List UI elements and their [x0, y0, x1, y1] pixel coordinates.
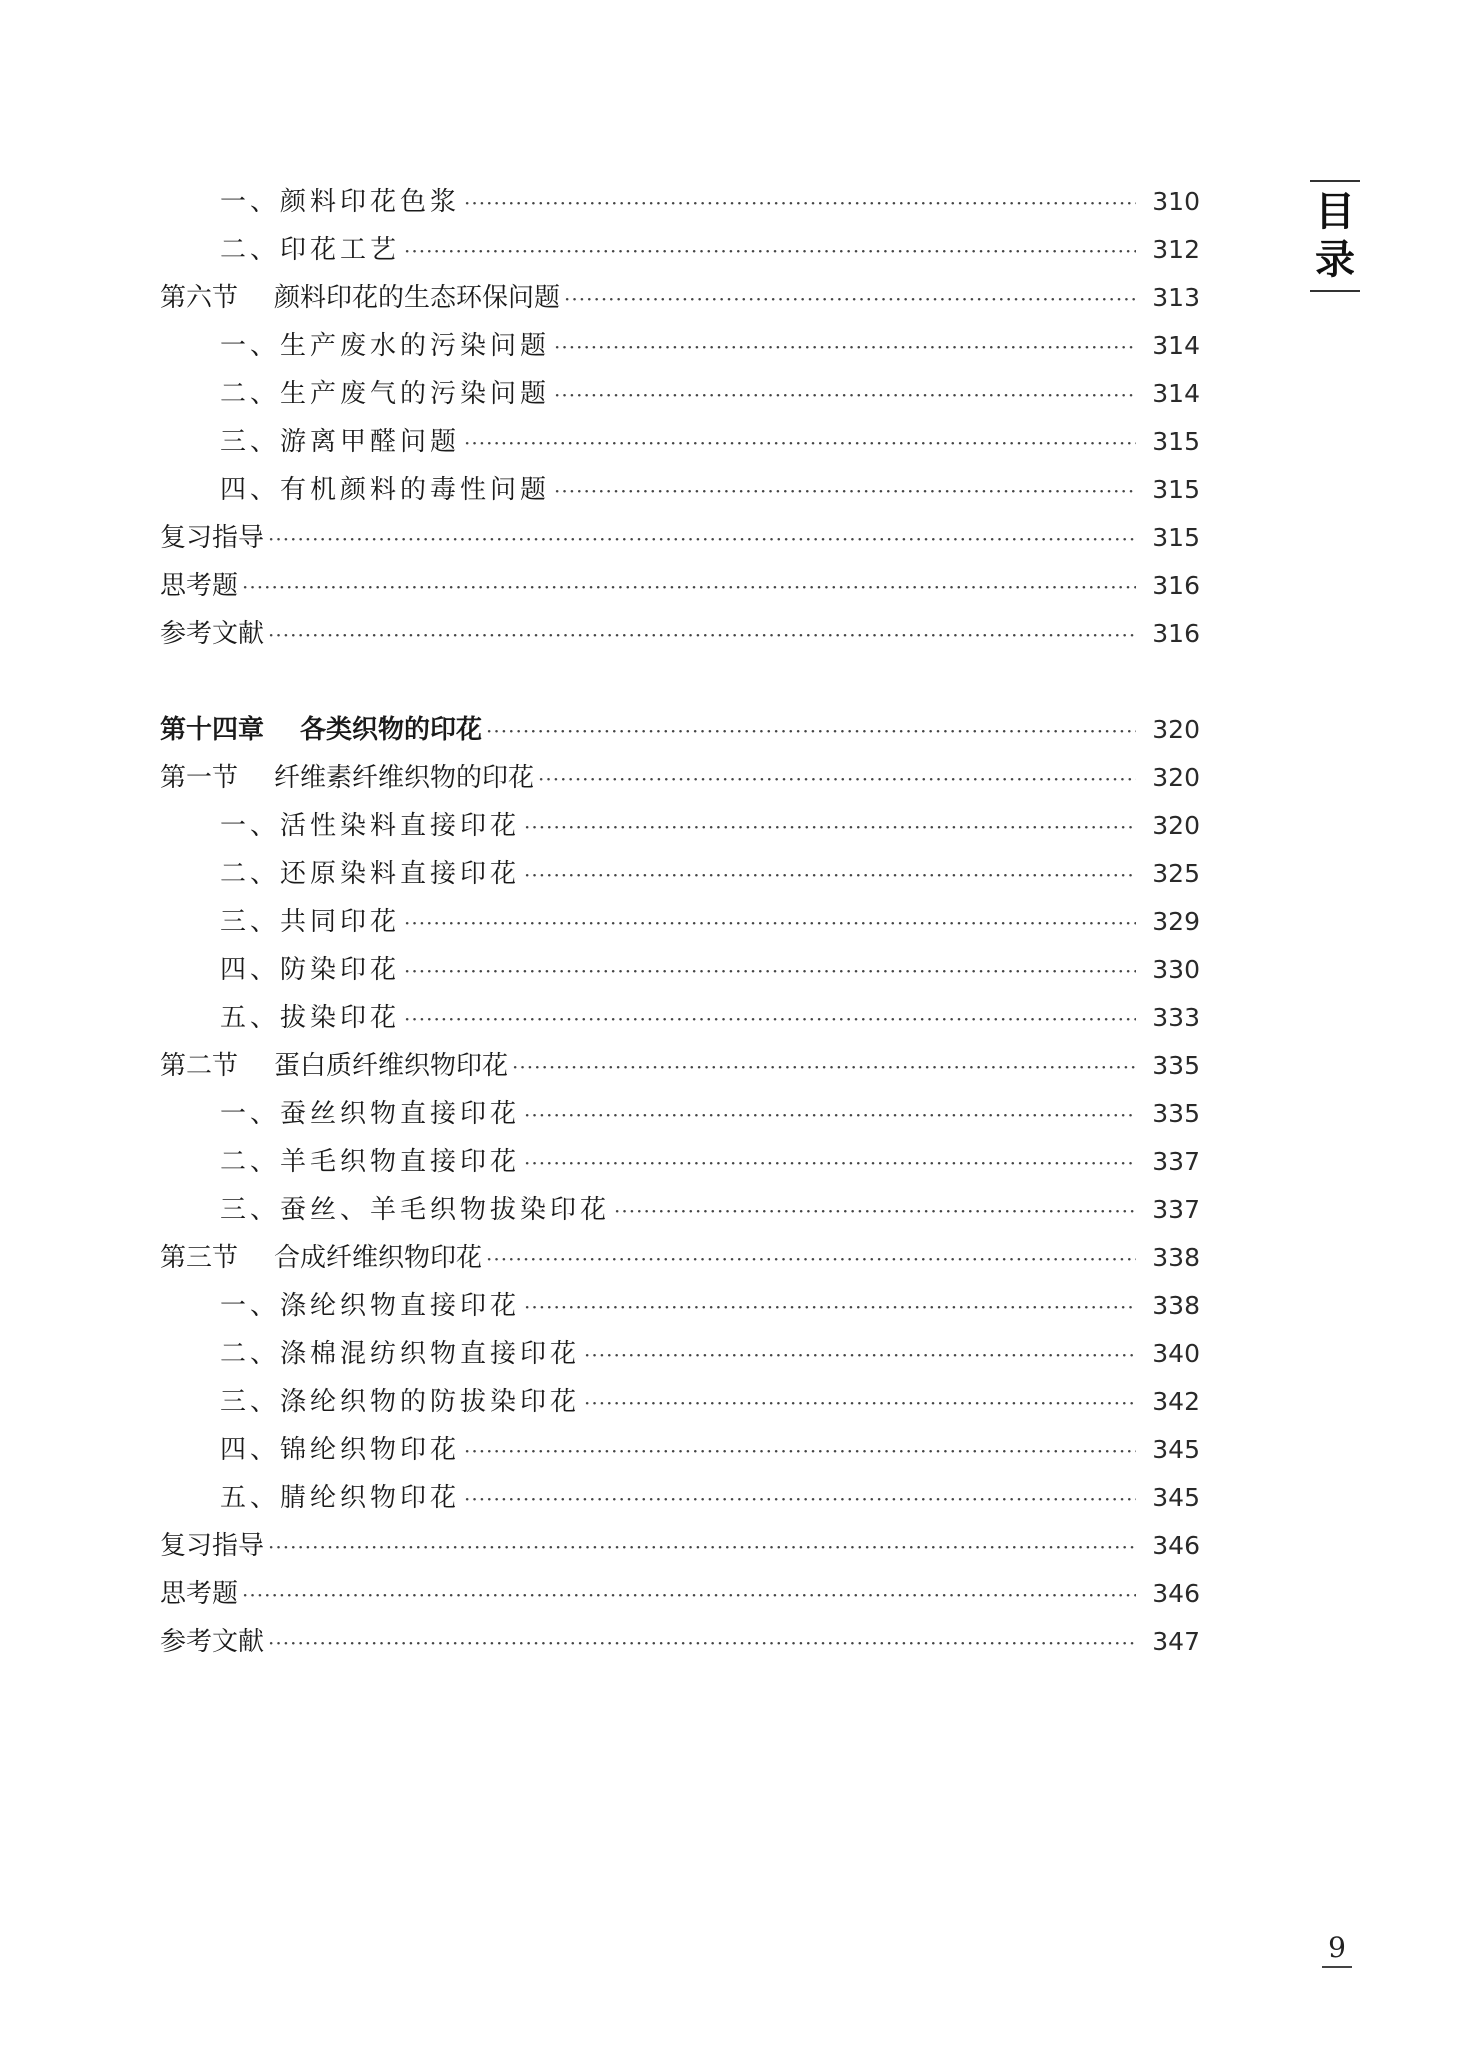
toc-page-number: 347	[1152, 1627, 1200, 1656]
toc-entry[interactable]	[160, 1426, 1200, 1474]
toc-page-number: 320	[1152, 811, 1200, 840]
toc-section[interactable]	[160, 1042, 1200, 1090]
toc-entry-title: 一、蚕丝织物直接印花	[220, 1099, 521, 1129]
toc-page-number: 338	[1152, 1243, 1200, 1272]
toc-section[interactable]	[160, 1570, 1200, 1618]
dot-leader	[554, 323, 1136, 371]
dot-leader	[404, 947, 1136, 995]
toc-page-number: 346	[1152, 1579, 1200, 1608]
toc-entry-title: 一、活性染料直接印花	[220, 811, 521, 841]
toc-entry[interactable]	[160, 946, 1200, 994]
toc-entry[interactable]	[160, 1378, 1200, 1426]
section-name: 纤维素纤维织物的印花	[274, 763, 535, 793]
dot-leader	[464, 1475, 1136, 1523]
toc-page-number: 333	[1152, 1003, 1200, 1032]
dot-leader	[538, 755, 1136, 803]
toc-entry-title: 四、防染印花	[220, 955, 401, 985]
toc-page-number: 346	[1152, 1531, 1200, 1560]
dot-leader	[564, 275, 1136, 323]
toc-chapter-title	[160, 706, 482, 754]
toc-page-number: 340	[1152, 1339, 1200, 1368]
toc-page-number: 310	[1152, 187, 1200, 216]
dot-leader	[512, 1043, 1136, 1091]
toc-section[interactable]	[160, 610, 1200, 658]
toc-entry-title: 三、游离甲醛问题	[220, 427, 461, 457]
toc-page-number: 315	[1152, 427, 1200, 456]
dot-leader	[268, 1523, 1136, 1571]
toc-page-number: 315	[1152, 475, 1200, 504]
toc-entry-title: 四、锦纶织物印花	[220, 1435, 461, 1465]
page-number: 9	[1322, 1930, 1352, 1968]
toc-entry-title: 一、颜料印花色浆	[220, 187, 461, 217]
toc-section-title	[160, 1234, 482, 1282]
toc-section[interactable]	[160, 514, 1200, 562]
toc-section-title	[160, 274, 560, 322]
toc-page-number: 314	[1152, 331, 1200, 360]
section-number: 第一节	[160, 763, 239, 793]
chapter-name: 各类织物的印花	[300, 715, 483, 745]
section-name: 蛋白质纤维织物印花	[274, 1051, 509, 1081]
section-number: 第六节	[160, 283, 239, 313]
dot-leader	[584, 1379, 1136, 1427]
toc-page-number: 312	[1152, 235, 1200, 264]
dot-leader	[554, 467, 1136, 515]
toc-section-title: 参考文献	[160, 619, 265, 649]
toc-entry[interactable]	[160, 226, 1200, 274]
side-tab-label: 目录	[1315, 189, 1355, 283]
dot-leader	[554, 371, 1136, 419]
dot-leader	[464, 179, 1136, 227]
dot-leader	[524, 1139, 1136, 1187]
toc-section[interactable]	[160, 274, 1200, 322]
toc-page-number: 338	[1152, 1291, 1200, 1320]
toc-section-title: 参考文献	[160, 1627, 265, 1657]
toc-page-number: 320	[1152, 715, 1200, 744]
section-number: 第三节	[160, 1243, 239, 1273]
toc-entry[interactable]	[160, 178, 1200, 226]
chapter-number: 第十四章	[160, 715, 265, 745]
side-tab-bottom-rule	[1310, 290, 1360, 292]
toc-section-title	[160, 754, 534, 802]
toc-entry-title: 二、还原染料直接印花	[220, 859, 521, 889]
toc-page-number: 335	[1152, 1051, 1200, 1080]
dot-leader	[404, 899, 1136, 947]
toc-entry[interactable]	[160, 322, 1200, 370]
toc-entry-title: 二、生产废气的污染问题	[220, 379, 551, 409]
toc-section-title	[160, 1042, 508, 1090]
toc-page-number: 345	[1152, 1483, 1200, 1512]
toc-page-number: 337	[1152, 1147, 1200, 1176]
toc-page-number: 345	[1152, 1435, 1200, 1464]
dot-leader	[464, 419, 1136, 467]
toc-entry-title: 二、印花工艺	[220, 235, 401, 265]
dot-leader	[614, 1187, 1136, 1235]
dot-leader	[242, 1571, 1136, 1619]
dot-leader	[268, 515, 1136, 563]
dot-leader	[404, 227, 1136, 275]
toc-entry[interactable]	[160, 850, 1200, 898]
dot-leader	[242, 563, 1136, 611]
table-of-contents	[160, 178, 1200, 1666]
toc-page-number: 316	[1152, 619, 1200, 648]
toc-section[interactable]	[160, 754, 1200, 802]
toc-entry-title: 五、拔染印花	[220, 1003, 401, 1033]
toc-entry[interactable]	[160, 994, 1200, 1042]
dot-leader	[524, 1091, 1136, 1139]
toc-entry-title: 二、涤棉混纺织物直接印花	[220, 1339, 581, 1369]
toc-page-number: 337	[1152, 1195, 1200, 1224]
section-number: 第二节	[160, 1051, 239, 1081]
toc-section[interactable]	[160, 1618, 1200, 1666]
toc-page-number: 325	[1152, 859, 1200, 888]
dot-leader	[486, 1235, 1136, 1283]
toc-page-number: 314	[1152, 379, 1200, 408]
toc-entry[interactable]	[160, 1186, 1200, 1234]
dot-leader	[268, 611, 1136, 659]
dot-leader	[486, 707, 1136, 755]
toc-section[interactable]	[160, 1522, 1200, 1570]
toc-entry-title: 二、羊毛织物直接印花	[220, 1147, 521, 1177]
toc-entry-title: 一、生产废水的污染问题	[220, 331, 551, 361]
toc-page-number: 315	[1152, 523, 1200, 552]
toc-entry-title: 三、共同印花	[220, 907, 401, 937]
dot-leader	[464, 1427, 1136, 1475]
toc-entry[interactable]	[160, 898, 1200, 946]
chapter-side-tab	[1310, 180, 1360, 292]
toc-section-title: 思考题	[160, 1579, 239, 1609]
dot-leader	[584, 1331, 1136, 1379]
toc-section-title: 思考题	[160, 571, 239, 601]
toc-entry[interactable]	[160, 466, 1200, 514]
toc-section[interactable]	[160, 1234, 1200, 1282]
toc-entry[interactable]	[160, 370, 1200, 418]
dot-leader	[524, 1283, 1136, 1331]
toc-entry[interactable]	[160, 418, 1200, 466]
toc-page-number: 329	[1152, 907, 1200, 936]
toc-page-number: 335	[1152, 1099, 1200, 1128]
dot-leader	[268, 1619, 1136, 1667]
toc-entry[interactable]	[160, 1090, 1200, 1138]
toc-page-number: 316	[1152, 571, 1200, 600]
toc-entry-title: 一、涤纶织物直接印花	[220, 1291, 521, 1321]
toc-page-number: 320	[1152, 763, 1200, 792]
toc-page-number: 313	[1152, 283, 1200, 312]
dot-leader	[524, 851, 1136, 899]
dot-leader	[524, 803, 1136, 851]
section-name: 颜料印花的生态环保问题	[274, 283, 561, 313]
toc-entry-title: 三、涤纶织物的防拔染印花	[220, 1387, 581, 1417]
toc-entry[interactable]	[160, 1282, 1200, 1330]
toc-entry[interactable]	[160, 1474, 1200, 1522]
toc-section[interactable]	[160, 562, 1200, 610]
section-name: 合成纤维织物印花	[274, 1243, 483, 1273]
toc-entry[interactable]	[160, 1330, 1200, 1378]
toc-section-title: 复习指导	[160, 1531, 265, 1561]
toc-entry[interactable]	[160, 1138, 1200, 1186]
dot-leader	[404, 995, 1136, 1043]
toc-page-number: 330	[1152, 955, 1200, 984]
toc-section-title: 复习指导	[160, 523, 265, 553]
toc-chapter[interactable]	[160, 706, 1200, 754]
toc-entry-title: 三、蚕丝、羊毛织物拔染印花	[220, 1195, 611, 1225]
toc-page-number: 342	[1152, 1387, 1200, 1416]
toc-entry-title: 五、腈纶织物印花	[220, 1483, 461, 1513]
toc-entry[interactable]	[160, 802, 1200, 850]
toc-entry-title: 四、有机颜料的毒性问题	[220, 475, 551, 505]
